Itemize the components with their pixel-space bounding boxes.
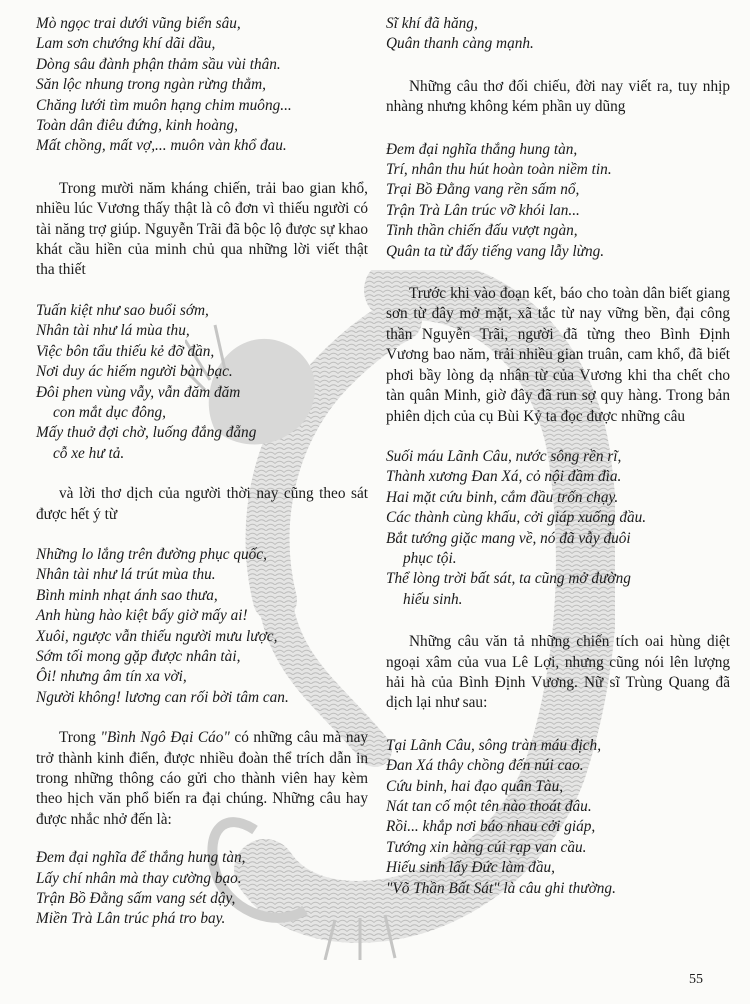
- poem-line: Sĩ khí đã hăng,: [386, 15, 478, 32]
- poem-line: Đan Xá thây chồng đến núi cao.: [386, 757, 584, 775]
- poem-line: Rồi... khắp nơi báo nhau cởi giáp,: [386, 818, 596, 836]
- poem-excerpt: [36, 14, 368, 157]
- poem-excerpt: [36, 545, 368, 708]
- work-title: "Bình Ngô Đại Cáo": [100, 729, 230, 747]
- body-paragraph: Những câu thơ đối chiếu, đời nay viết ra, tuy nhịp nhàng nhưng không kém phần uy dũng: [386, 77, 730, 116]
- body-paragraph: Trước khi vào đoạn kết, báo cho toàn dân biết giang sơn từ đây mở mặt, xã tắc từ nay vững bền, đại công thần Nguyễn Trãi, người đã từng theo Bình Định Vương bao năm, trải nhiều gian truân, cam khổ, đã biết phơi bầy lòng dạ nhân từ của Vương khi tha chết cho tàn quân Minh, giờ đây đã run sợ quy hàng. Trong bản phiên dịch của cụ Bùi Kỷ ta đọc được những câu: [386, 285, 730, 425]
- poem-line: Những lo lắng trên đường phục quốc,: [36, 545, 267, 563]
- poem-line: Nhân tài như lá trút mùa thu.: [36, 566, 216, 584]
- poem-line: Trận Bồ Đằng sấm vang sét dậy,: [36, 890, 236, 908]
- poem-line: Quân thanh càng mạnh.: [386, 35, 534, 53]
- poem-line: Quân ta từ đấy tiếng vang lẫy lừng.: [386, 242, 605, 260]
- body-paragraph: Trong mười năm kháng chiến, trải bao gian khổ, nhiều lúc Vương thấy thật là cô đơn vì thiếu người có tài năng trợ giúp. Nguyễn Trãi đã bộc lộ được sự khao khát cầu hiền của minh chủ qua những lời viết thật tha thiết: [36, 179, 368, 279]
- poem-line: Người không! lương can rối bời tâm can.: [36, 688, 289, 706]
- poem-line: Tuấn kiệt như sao buổi sớm,: [36, 301, 209, 319]
- poem-line: Đôi phen vùng vẫy, vẫn đăm đăm: [36, 383, 241, 401]
- poem-line: Hai mặt cứu binh, cắm đầu trốn chạy.: [386, 488, 619, 506]
- page-number: 55: [689, 972, 703, 987]
- poem-excerpt: [386, 14, 730, 55]
- paragraph-text: có những câu mà nay trở thành kinh điển, được nhiều đoàn thể trích dẫn in trong những thông cáo gửi cho thành viên hay kèm theo hịch văn phổ biến ra đại chúng. Những câu hay được nhắc nhở đến là:: [36, 729, 369, 828]
- poem-line: Tinh thần chiến đấu vượt ngàn,: [386, 222, 578, 240]
- poem-line: Tại Lãnh Câu, sông tràn máu địch,: [386, 736, 602, 754]
- poem-line: Mấy thuở đợi chờ, luống đắng đẵng: [36, 424, 257, 442]
- poem-line: Dòng sâu đành phận thảm sầu vùi thân.: [36, 55, 281, 73]
- body-paragraph: và lời thơ dịch của người thời nay cũng theo sát được hết ý từ: [36, 485, 368, 523]
- poem-line: Đem đại nghĩa thắng hung tàn,: [386, 140, 578, 158]
- body-paragraph: [36, 728, 368, 830]
- poem-line: Mất chồng, mất vợ,... muôn vàn khổ đau.: [36, 137, 287, 155]
- right-column: [386, 14, 730, 899]
- poem-line: Xuôi, ngược vẫn thiếu người mưu lược,: [36, 627, 278, 645]
- poem-line: Trại Bồ Đằng vang rền sấm nổ,: [386, 181, 580, 199]
- poem-line: Nát tan cố một tên nào thoát đâu.: [386, 798, 592, 815]
- poem-line: Miền Trà Lân trúc phá tro bay.: [36, 910, 226, 928]
- poem-line: Cứu binh, hai đạo quân Tàu,: [386, 777, 564, 795]
- poem-line: Các thành cùng khấu, cởi giáp xuống đầu.: [386, 509, 647, 527]
- poem-line: Bắt tướng giặc mang về, nó đã vẫy đuôi: [386, 529, 631, 547]
- poem-line: Chăng lưới tìm muôn hạng chim muông...: [36, 96, 292, 114]
- body-paragraph: Những câu văn tả những chiến tích oai hùng diệt ngoại xâm của vua Lê Lợi, nhưng cũng nói lên lượng hải hà của Bình Định Vương. Nữ sĩ Trùng Quang đã dịch lại như sau:: [386, 633, 730, 712]
- poem-line: Nơi duy ác hiếm người bàn bạc.: [36, 363, 233, 381]
- poem-line: Toàn dân điêu đứng, kinh hoàng,: [36, 117, 238, 135]
- poem-line: Hiếu sinh lấy Đức làm đầu,: [386, 859, 555, 877]
- paragraph-text: Trong: [59, 729, 101, 747]
- poem-line: Ôi! nhưng âm tín xa vời,: [36, 668, 187, 686]
- poem-line: Thành xương Đan Xá, cỏ nội đầm đìa.: [386, 468, 622, 486]
- poem-line: Đem đại nghĩa để thắng hung tàn,: [36, 849, 246, 867]
- poem-line: Việc bôn tẩu thiếu kẻ đỡ đần,: [36, 342, 215, 360]
- poem-line: Anh hùng hào kiệt bấy giờ mấy ai!: [36, 607, 248, 625]
- poem-excerpt: [386, 447, 730, 610]
- poem-excerpt: [386, 140, 730, 262]
- poem-line: phục tội.: [403, 549, 457, 567]
- poem-line: con mắt dục đông,: [53, 403, 167, 421]
- poem-line: Mò ngọc trai dưới vũng biển sâu,: [36, 15, 241, 32]
- poem-line: Lấy chí nhân mà thay cường bạo.: [36, 869, 242, 887]
- poem-line: cỗ xe hư tả.: [53, 444, 125, 462]
- poem-line: "Võ Thần Bất Sát" là câu ghi thường.: [386, 879, 616, 897]
- poem-line: Tướng xin hàng cúi rạp van cầu.: [386, 838, 587, 856]
- poem-excerpt: [386, 736, 730, 899]
- poem-line: Nhân tài như lá mùa thu,: [36, 322, 190, 340]
- poem-excerpt: [36, 301, 368, 464]
- poem-line: hiếu sinh.: [403, 590, 463, 608]
- poem-line: Bình minh nhạt ánh sao thưa,: [36, 586, 218, 604]
- poem-line: Trận Trà Lân trúc vỡ khói lan...: [386, 201, 580, 219]
- poem-line: Săn lộc nhung trong ngàn rừng thẳm,: [36, 76, 267, 94]
- poem-excerpt: [36, 848, 368, 930]
- poem-line: Suối máu Lãnh Câu, nước sông rền rĩ,: [386, 447, 622, 465]
- left-column: [36, 14, 368, 930]
- poem-line: Sớm tối mong gặp được nhân tài,: [36, 647, 241, 665]
- poem-line: Thể lòng trời bất sát, ta cũng mở đường: [386, 570, 631, 588]
- poem-line: Trí, nhân thu hút hoàn toàn niềm tin.: [386, 161, 612, 179]
- poem-line: Lam sơn chướng khí dãi dầu,: [36, 35, 216, 53]
